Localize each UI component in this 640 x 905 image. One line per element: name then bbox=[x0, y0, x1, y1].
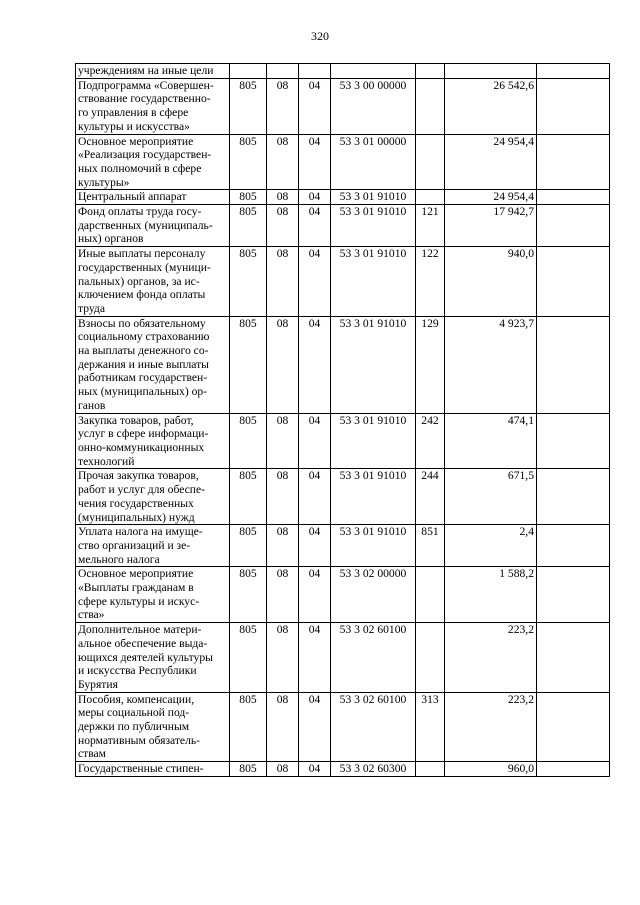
expense-type-cell bbox=[416, 762, 445, 777]
page-number: 320 bbox=[311, 29, 329, 43]
item-name-cell bbox=[76, 134, 230, 190]
subsection-cell bbox=[299, 64, 331, 79]
grbs-cell: 805 bbox=[230, 247, 267, 317]
item-name-line: пальных) органов, за ис- bbox=[78, 274, 200, 288]
empty-cell bbox=[537, 205, 610, 247]
budget-table bbox=[75, 63, 610, 777]
section-cell: 08 bbox=[267, 567, 299, 623]
item-name-line: Государственные стипен- bbox=[78, 762, 204, 776]
item-name-line: работникам государствен- bbox=[78, 371, 208, 385]
section-cell: 08 bbox=[267, 692, 299, 762]
item-name-line: ства» bbox=[78, 608, 105, 622]
subsection-cell: 04 bbox=[299, 469, 331, 525]
table-row bbox=[76, 469, 610, 525]
item-name-line: технологий bbox=[78, 454, 135, 468]
expense-type-cell: 129 bbox=[416, 316, 445, 413]
item-name-line: Иные выплаты персоналу bbox=[78, 247, 206, 261]
section-cell bbox=[267, 64, 299, 79]
item-name-line: дарственных (муниципаль- bbox=[78, 218, 213, 232]
item-name-cell bbox=[76, 692, 230, 762]
target-article-cell: 53 3 02 60100 bbox=[331, 623, 416, 693]
item-name-line: ствование государственно- bbox=[78, 92, 211, 106]
subsection-cell: 04 bbox=[299, 567, 331, 623]
empty-cell bbox=[537, 469, 610, 525]
item-name-line: Подпрограмма «Совершен- bbox=[78, 78, 214, 92]
table-row bbox=[76, 567, 610, 623]
item-name-line: ствам bbox=[78, 747, 107, 761]
item-name-line: держки по публичным bbox=[78, 720, 190, 734]
amount-cell: 24 954,4 bbox=[445, 190, 537, 205]
budget-table-body bbox=[76, 64, 610, 777]
item-name-cell bbox=[76, 567, 230, 623]
grbs-cell: 805 bbox=[230, 567, 267, 623]
expense-type-cell: 244 bbox=[416, 469, 445, 525]
subsection-cell: 04 bbox=[299, 134, 331, 190]
item-name-cell bbox=[76, 247, 230, 317]
expense-type-cell: 121 bbox=[416, 205, 445, 247]
item-name-line: социальному страхованию bbox=[78, 330, 210, 344]
item-name-line: «Реализация государствен- bbox=[78, 148, 212, 162]
empty-cell bbox=[537, 525, 610, 567]
target-article-cell: 53 3 00 00000 bbox=[331, 78, 416, 134]
subsection-cell: 04 bbox=[299, 316, 331, 413]
item-name-cell bbox=[76, 64, 230, 79]
section-cell: 08 bbox=[267, 623, 299, 693]
item-name-line: Уплата налога на имуще- bbox=[78, 525, 203, 539]
item-name-cell bbox=[76, 190, 230, 205]
item-name-line: труда bbox=[78, 301, 105, 315]
item-name-line: ных полномочий в сфере bbox=[78, 161, 202, 175]
section-cell: 08 bbox=[267, 762, 299, 777]
subsection-cell: 04 bbox=[299, 190, 331, 205]
item-name-line: ющихся деятелей культуры bbox=[78, 650, 213, 664]
expense-type-cell bbox=[416, 78, 445, 134]
subsection-cell: 04 bbox=[299, 762, 331, 777]
item-name-cell bbox=[76, 525, 230, 567]
section-cell: 08 bbox=[267, 525, 299, 567]
section-cell: 08 bbox=[267, 247, 299, 317]
empty-cell bbox=[537, 692, 610, 762]
section-cell: 08 bbox=[267, 190, 299, 205]
item-name-line: меры социальной под- bbox=[78, 706, 190, 720]
subsection-cell: 04 bbox=[299, 247, 331, 317]
table-row bbox=[76, 247, 610, 317]
amount-cell: 960,0 bbox=[445, 762, 537, 777]
empty-cell bbox=[537, 762, 610, 777]
item-name-line: Фонд оплаты труда госу- bbox=[78, 205, 202, 219]
item-name-line: Основное мероприятие bbox=[78, 134, 194, 148]
item-name-cell bbox=[76, 469, 230, 525]
grbs-cell: 805 bbox=[230, 134, 267, 190]
table-row bbox=[76, 316, 610, 413]
expense-type-cell bbox=[416, 64, 445, 79]
item-name-cell bbox=[76, 205, 230, 247]
table-row bbox=[76, 134, 610, 190]
item-name-line: «Выплаты гражданам в bbox=[78, 581, 194, 595]
section-cell: 08 bbox=[267, 316, 299, 413]
target-article-cell: 53 3 02 00000 bbox=[331, 567, 416, 623]
table-row bbox=[76, 190, 610, 205]
amount-cell: 474,1 bbox=[445, 413, 537, 469]
item-name-line: и искусства Республики bbox=[78, 664, 197, 678]
grbs-cell: 805 bbox=[230, 413, 267, 469]
expense-type-cell: 242 bbox=[416, 413, 445, 469]
amount-cell: 1 588,2 bbox=[445, 567, 537, 623]
item-name-line: ных) органов bbox=[78, 232, 144, 246]
grbs-cell: 805 bbox=[230, 78, 267, 134]
amount-cell bbox=[445, 64, 537, 79]
item-name-line: на выплаты денежного со- bbox=[78, 344, 209, 358]
section-cell: 08 bbox=[267, 469, 299, 525]
subsection-cell: 04 bbox=[299, 623, 331, 693]
item-name-line: культуры и искусства» bbox=[78, 119, 190, 133]
item-name-line: держания и иные выплаты bbox=[78, 357, 209, 371]
table-row bbox=[76, 78, 610, 134]
amount-cell: 17 942,7 bbox=[445, 205, 537, 247]
item-name-line: (муниципальных) нужд bbox=[78, 510, 195, 524]
item-name-line: Пособия, компенсации, bbox=[78, 692, 195, 706]
target-article-cell: 53 3 01 91010 bbox=[331, 525, 416, 567]
item-name-line: чения государственных bbox=[78, 496, 194, 510]
empty-cell bbox=[537, 567, 610, 623]
target-article-cell: 53 3 01 91010 bbox=[331, 190, 416, 205]
item-name-cell bbox=[76, 413, 230, 469]
table-row bbox=[76, 64, 610, 79]
item-name-line: услуг в сфере информаци- bbox=[78, 427, 209, 441]
expense-type-cell bbox=[416, 623, 445, 693]
grbs-cell bbox=[230, 64, 267, 79]
item-name-line: работ и услуг для обеспе- bbox=[78, 483, 205, 497]
empty-cell bbox=[537, 413, 610, 469]
grbs-cell: 805 bbox=[230, 316, 267, 413]
amount-cell: 223,2 bbox=[445, 692, 537, 762]
item-name-line: онно-коммуникационных bbox=[78, 440, 205, 454]
expense-type-cell: 122 bbox=[416, 247, 445, 317]
section-cell: 08 bbox=[267, 413, 299, 469]
item-name-line: учреждениям на иные цели bbox=[78, 64, 214, 77]
table-row bbox=[76, 413, 610, 469]
target-article-cell: 53 3 01 91010 bbox=[331, 247, 416, 317]
item-name-line: сфере культуры и искус- bbox=[78, 594, 200, 608]
target-article-cell: 53 3 01 91010 bbox=[331, 469, 416, 525]
grbs-cell: 805 bbox=[230, 190, 267, 205]
grbs-cell: 805 bbox=[230, 762, 267, 777]
expense-type-cell bbox=[416, 190, 445, 205]
grbs-cell: 805 bbox=[230, 692, 267, 762]
table-row bbox=[76, 692, 610, 762]
empty-cell bbox=[537, 64, 610, 79]
item-name-line: ключением фонда оплаты bbox=[78, 288, 206, 302]
grbs-cell: 805 bbox=[230, 205, 267, 247]
amount-cell: 4 923,7 bbox=[445, 316, 537, 413]
amount-cell: 26 542,6 bbox=[445, 78, 537, 134]
subsection-cell: 04 bbox=[299, 205, 331, 247]
subsection-cell: 04 bbox=[299, 525, 331, 567]
target-article-cell: 53 3 02 60100 bbox=[331, 692, 416, 762]
item-name-line: ганов bbox=[78, 398, 106, 412]
table-row bbox=[76, 205, 610, 247]
empty-cell bbox=[537, 78, 610, 134]
table-row bbox=[76, 525, 610, 567]
expense-type-cell: 851 bbox=[416, 525, 445, 567]
grbs-cell: 805 bbox=[230, 469, 267, 525]
item-name-cell bbox=[76, 623, 230, 693]
target-article-cell: 53 3 01 91010 bbox=[331, 205, 416, 247]
target-article-cell: 53 3 01 91010 bbox=[331, 316, 416, 413]
amount-cell: 671,5 bbox=[445, 469, 537, 525]
item-name-line: культуры» bbox=[78, 175, 130, 189]
empty-cell bbox=[537, 247, 610, 317]
item-name-cell bbox=[76, 78, 230, 134]
item-name-line: государственных (муници- bbox=[78, 260, 211, 274]
item-name-line: Основное мероприятие bbox=[78, 567, 194, 581]
target-article-cell bbox=[331, 64, 416, 79]
subsection-cell: 04 bbox=[299, 692, 331, 762]
empty-cell bbox=[537, 316, 610, 413]
section-cell: 08 bbox=[267, 78, 299, 134]
item-name-line: Прочая закупка товаров, bbox=[78, 469, 199, 483]
item-name-line: нормативным обязатель- bbox=[78, 733, 201, 747]
amount-cell: 223,2 bbox=[445, 623, 537, 693]
expense-type-cell bbox=[416, 134, 445, 190]
item-name-line: ство организаций и зе- bbox=[78, 538, 191, 552]
item-name-cell bbox=[76, 316, 230, 413]
table-row bbox=[76, 762, 610, 777]
table-row bbox=[76, 623, 610, 693]
expense-type-cell bbox=[416, 567, 445, 623]
section-cell: 08 bbox=[267, 205, 299, 247]
expense-type-cell: 313 bbox=[416, 692, 445, 762]
empty-cell bbox=[537, 134, 610, 190]
item-name-line: Центральный аппарат bbox=[78, 190, 187, 204]
item-name-line: Закупка товаров, работ, bbox=[78, 413, 194, 427]
item-name-line: мельного налога bbox=[78, 552, 160, 566]
grbs-cell: 805 bbox=[230, 623, 267, 693]
item-name-cell bbox=[76, 762, 230, 777]
empty-cell bbox=[537, 623, 610, 693]
item-name-line: ных (муниципальных) ор- bbox=[78, 385, 208, 399]
item-name-line: Взносы по обязательному bbox=[78, 316, 206, 330]
grbs-cell: 805 bbox=[230, 525, 267, 567]
amount-cell: 940,0 bbox=[445, 247, 537, 317]
item-name-line: альное обеспечение выда- bbox=[78, 636, 208, 650]
subsection-cell: 04 bbox=[299, 78, 331, 134]
item-name-line: Бурятия bbox=[78, 677, 118, 691]
target-article-cell: 53 3 01 91010 bbox=[331, 413, 416, 469]
amount-cell: 2,4 bbox=[445, 525, 537, 567]
item-name-line: Дополнительное матери- bbox=[78, 623, 202, 637]
empty-cell bbox=[537, 190, 610, 205]
target-article-cell: 53 3 01 00000 bbox=[331, 134, 416, 190]
section-cell: 08 bbox=[267, 134, 299, 190]
amount-cell: 24 954,4 bbox=[445, 134, 537, 190]
item-name-line: го управления в сфере bbox=[78, 106, 189, 120]
subsection-cell: 04 bbox=[299, 413, 331, 469]
target-article-cell: 53 3 02 60300 bbox=[331, 762, 416, 777]
